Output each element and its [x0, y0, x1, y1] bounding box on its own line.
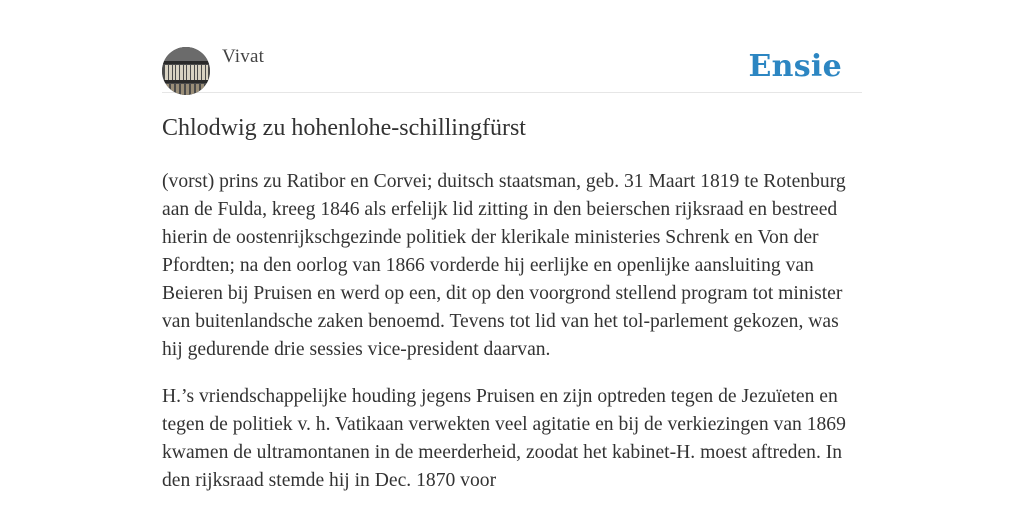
header: [162, 0, 862, 93]
paragraph: (vorst) prins zu Ratibor en Corvei; duitsch staatsman, geb. 31 Maart 1819 te Rotenburg aan de Fulda, kreeg 1846 als erfelijk lid zitting in den beierschen rijksraad en bestreed hierin de oostenrijkschgezinde politiek der klerikale ministeries Schrenk en Von der Pfordten; na den oorlog van 1866 vorderde hij eerlijke en openlijke aansluiting van Beieren bij Pruisen en werd op een, dit op den voorgrond stellend program tot minister van buitenlandsche zaken benoemd. Tevens tot lid van het tol-parlement gekozen, was hij gedurende drie sessies vice-president daarvan.: [162, 171, 846, 360]
source-name[interactable]: Vivat: [222, 46, 265, 67]
page-title: Chlodwig zu hohenlohe-schillingfürst: [162, 115, 526, 141]
article-container: [162, 0, 862, 491]
article-body: [162, 168, 864, 512]
bookshelf-image: [162, 47, 210, 95]
paragraph: H.’s vriendschappelijke houding jegens Pruisen en zijn optreden tegen de Jezuïeten en tegen de politiek v. h. Vatikaan verwekten veel agitatie en bij de verkiezingen van 1869 kwamen de ultramontanen in de meerderheid, zoodat het kabinet-H. moest aftreden. In den rijksraad stemde hij in Dec. 1870 voor: [162, 386, 846, 491]
brand-logo[interactable]: Ensie: [748, 49, 842, 84]
bookshelf-avatar-icon[interactable]: [162, 47, 210, 95]
